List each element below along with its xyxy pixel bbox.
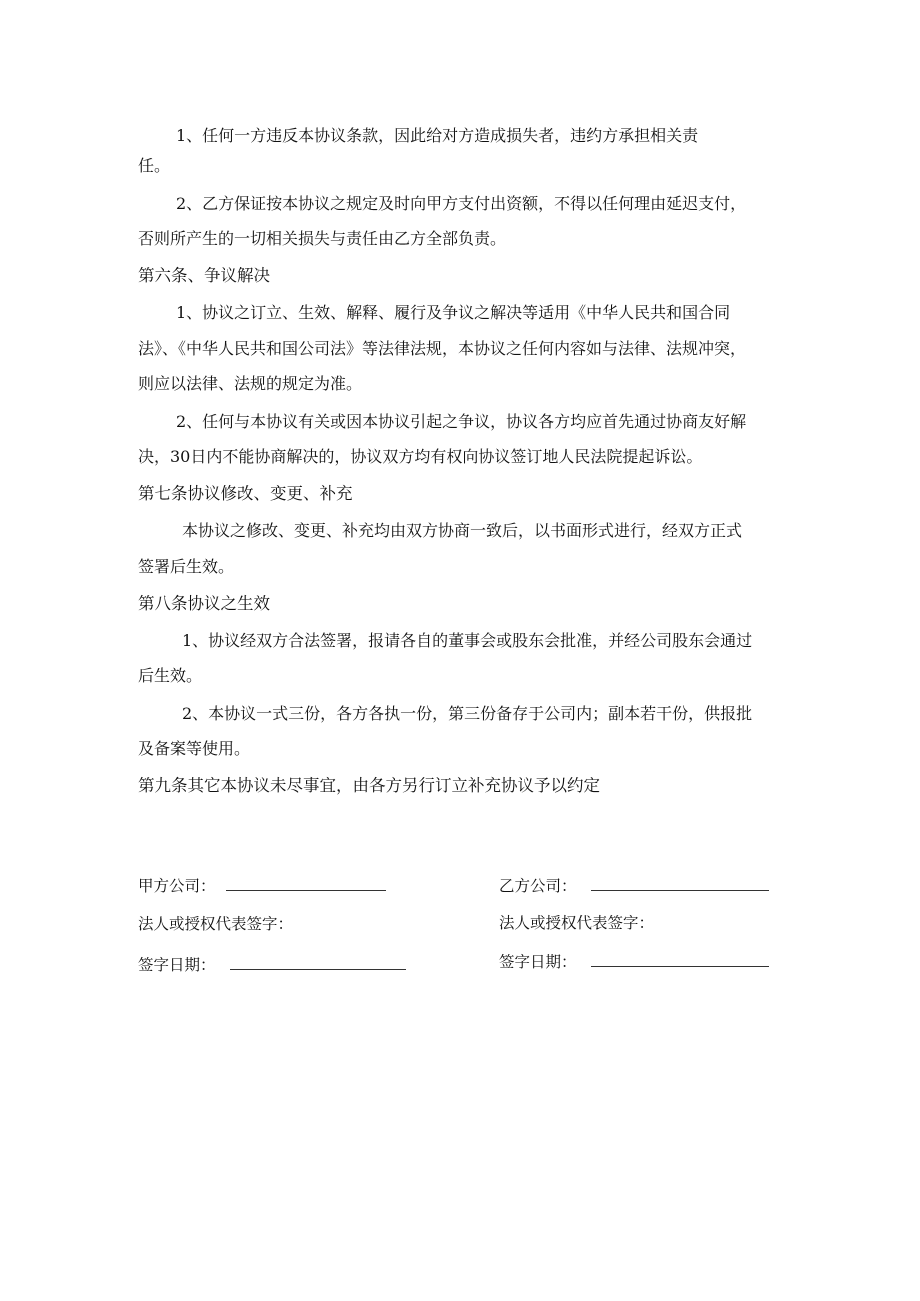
party-b-date-blank[interactable] xyxy=(591,950,769,967)
article5-item2-line2: 否则所产生的一切相关损失与责任由乙方全部负责。 xyxy=(138,229,507,248)
party-a-company-row xyxy=(138,874,386,897)
article5-item1-line1: 1、任何一方违反本协议条款，因此给对方造成损失者，违约方承担相关责 xyxy=(176,126,699,145)
party-b-date-row xyxy=(499,950,769,973)
party-b-company-row xyxy=(499,874,769,897)
party-a-date-blank[interactable] xyxy=(230,953,406,970)
article6-item1-line3: 则应以法律、法规的规定为准。 xyxy=(138,374,363,393)
article8-heading: 第八条协议之生效 xyxy=(138,594,270,613)
party-a-date-row xyxy=(138,953,406,976)
article8-item1-line2: 后生效。 xyxy=(138,666,203,685)
article8-item1-line1: 1、协议经双方合法签署，报请各自的董事会或股东会批准，并经公司股东会通过 xyxy=(182,631,753,650)
party-b-company-blank[interactable] xyxy=(591,874,769,891)
article6-item2-line2: 决，30日内不能协商解决的，协议双方均有权向协议签订地人民法院提起诉讼。 xyxy=(138,447,703,466)
article6-heading: 第六条、争议解决 xyxy=(138,266,270,285)
article5-item1-line2: 任。 xyxy=(138,156,171,175)
article6-item1-line2: 法》、《中华人民共和国公司法》等法律法规，本协议之任何内容如与法律、法规冲突， xyxy=(138,339,747,358)
article9-heading: 第九条其它本协议未尽事宜，由各方另行订立补充协议予以约定 xyxy=(138,776,600,795)
party-b-date-label: 签字日期： xyxy=(499,953,577,971)
article7-body-line1: 本协议之修改、变更、补充均由双方协商一致后，以书面形式进行，经双方正式 xyxy=(182,521,743,540)
party-a-company-label: 甲方公司： xyxy=(138,877,216,895)
article6-item1-line1: 1、协议之订立、生效、解释、履行及争议之解决等适用《中华人民共和国合同 xyxy=(176,303,731,322)
article7-body-line2: 签署后生效。 xyxy=(138,557,235,576)
party-b-company-label: 乙方公司： xyxy=(499,877,577,895)
party-a-company-blank[interactable] xyxy=(226,874,386,891)
article7-heading: 第七条协议修改、变更、补充 xyxy=(138,484,353,503)
party-a-rep-label: 法人或授权代表签字： xyxy=(138,915,294,933)
article5-item2-line1: 2、乙方保证按本协议之规定及时向甲方支付出资额，不得以任何理由延迟支付， xyxy=(176,194,747,213)
party-a-date-label: 签字日期： xyxy=(138,956,216,974)
article8-item2-line2: 及备案等使用。 xyxy=(138,739,251,758)
article6-item2-line1: 2、任何与本协议有关或因本协议引起之争议，协议各方均应首先通过协商友好解 xyxy=(176,412,747,431)
article8-item2-line1: 2、本协议一式三份，各方各执一份，第三份备存于公司内；副本若干份，供报批 xyxy=(182,704,753,723)
party-b-rep-label: 法人或授权代表签字： xyxy=(499,914,655,932)
